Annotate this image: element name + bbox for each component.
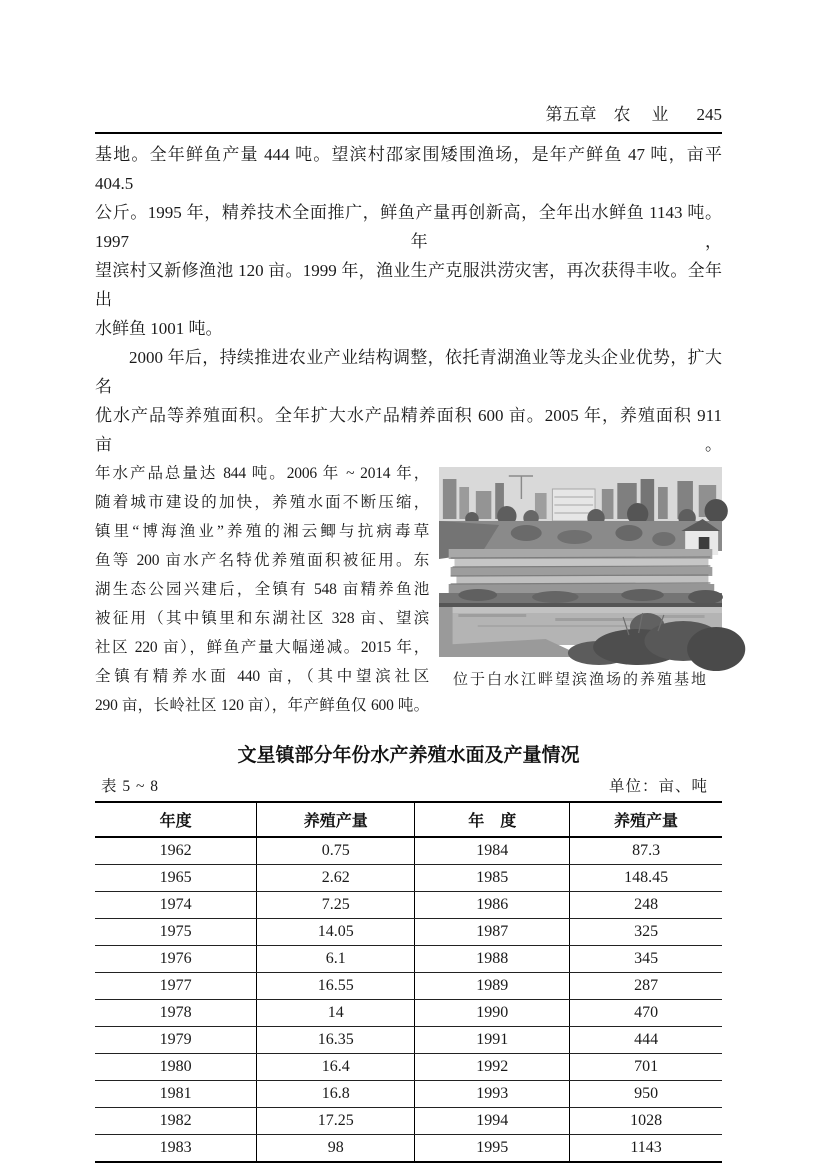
page-number: 245: [696, 105, 722, 124]
figure: [439, 467, 722, 689]
paragraph-structure-adjustment: [95, 343, 722, 459]
aquaculture-output-table: [95, 801, 722, 1163]
cell-year-left: 1974: [95, 892, 257, 919]
text-line: 年水产品总量达 844 吨。2006 年 ~ 2014 年，: [95, 465, 429, 482]
left-text-column: [95, 459, 429, 720]
cell-year-left: 1962: [95, 837, 257, 865]
table-row: [95, 837, 722, 865]
cell-year-left: 1978: [95, 1000, 257, 1027]
cell-year-left: 1965: [95, 865, 257, 892]
cell-year-right: 1984: [415, 837, 570, 865]
table-row: [95, 865, 722, 892]
table-title: 文星镇部分年份水产养殖水面及产量情况: [237, 745, 580, 766]
cell-output-right: 470: [570, 1000, 722, 1027]
cell-year-right: 1985: [415, 865, 570, 892]
table-row: [95, 946, 722, 973]
text-line: 全镇有精养水面 440 亩，（其中望滨社区: [95, 668, 429, 685]
cell-year-left: 1980: [95, 1054, 257, 1081]
table-meta-row: [95, 776, 722, 797]
table-row: [95, 1000, 722, 1027]
table-row: [95, 973, 722, 1000]
text-line: 鱼等 200 亩水产名特优养殖面积被征用。东: [95, 552, 429, 569]
cell-year-left: 1981: [95, 1081, 257, 1108]
cell-year-right: 1986: [415, 892, 570, 919]
cell-output-left: 98: [257, 1135, 415, 1163]
cell-output-right: 87.3: [570, 837, 722, 865]
cell-output-left: 16.4: [257, 1054, 415, 1081]
text-line: 优水产品等养殖面积。全年扩大水产品精养面积 600 亩。2005 年，养殖面积 911 亩。: [95, 406, 722, 454]
text-line: 被征用（其中镇里和东湖社区 328 亩、望滨: [95, 610, 429, 627]
text-line: 镇里“博海渔业”养殖的湘云鲫与抗病毒草: [95, 523, 429, 540]
cell-year-right: 1992: [415, 1054, 570, 1081]
cell-year-right: 1993: [415, 1081, 570, 1108]
cell-year-left: 1976: [95, 946, 257, 973]
cell-output-left: 16.8: [257, 1081, 415, 1108]
cell-output-right: 345: [570, 946, 722, 973]
running-head: [95, 104, 722, 125]
table-number-label: 表 5 ~ 8: [101, 778, 160, 795]
cell-output-left: 2.62: [257, 865, 415, 892]
table-header: [95, 802, 722, 837]
column-header: 年 度: [415, 802, 570, 837]
cell-output-left: 17.25: [257, 1108, 415, 1135]
cell-output-left: 16.35: [257, 1027, 415, 1054]
figure-caption: 位于白水江畔望滨渔场的养殖基地: [452, 672, 708, 688]
cell-output-left: 6.1: [257, 946, 415, 973]
cell-year-right: 1988: [415, 946, 570, 973]
cell-year-right: 1987: [415, 919, 570, 946]
text-line: 社区 220 亩），鲜鱼产量大幅递减。2015 年，: [95, 639, 429, 656]
cell-output-right: 1028: [570, 1108, 722, 1135]
table-header-row: [95, 802, 722, 837]
cell-year-left: 1977: [95, 973, 257, 1000]
cell-year-right: 1991: [415, 1027, 570, 1054]
cell-output-left: 7.25: [257, 892, 415, 919]
text-line: 290 亩，长岭社区 120 亩），年产鲜鱼仅 600 吨。: [95, 697, 429, 714]
table-row: [95, 1108, 722, 1135]
text-line: 湖生态公园兴建后，全镇有 548 亩精养鱼池: [95, 581, 429, 598]
cell-output-left: 0.75: [257, 837, 415, 865]
text-and-photo-section: [95, 459, 722, 720]
cell-output-left: 14.05: [257, 919, 415, 946]
cell-output-right: 325: [570, 919, 722, 946]
cell-output-right: 1143: [570, 1135, 722, 1163]
cell-output-right: 701: [570, 1054, 722, 1081]
text-line: 公斤。1995 年，精养技术全面推广，鲜鱼产量再创新高，全年出水鲜鱼 1143 吨。1997 年，: [95, 203, 722, 251]
cell-output-right: 287: [570, 973, 722, 1000]
text-line: 望滨村又新修渔池 120 亩。1999 年，渔业生产克服洪涝灾害，再次获得丰收。全年出: [95, 261, 722, 309]
table-row: [95, 1027, 722, 1054]
paragraph-fishery-history: [95, 140, 722, 343]
table-row: [95, 1054, 722, 1081]
table-row: [95, 919, 722, 946]
cell-year-right: 1989: [415, 973, 570, 1000]
table-row: [95, 1081, 722, 1108]
fish-farm-photo: [439, 467, 722, 657]
header-rule: [95, 132, 722, 134]
section-label: 农 业: [613, 105, 671, 124]
table-row: [95, 892, 722, 919]
table-row: [95, 1135, 722, 1163]
text-line: 水鲜鱼 1001 吨。: [95, 319, 223, 338]
cell-year-right: 1995: [415, 1135, 570, 1163]
cell-output-right: 950: [570, 1081, 722, 1108]
cell-year-left: 1982: [95, 1108, 257, 1135]
cell-output-right: 248: [570, 892, 722, 919]
chapter-label: 第五章: [545, 105, 597, 124]
cell-year-left: 1979: [95, 1027, 257, 1054]
column-header: 养殖产量: [257, 802, 415, 837]
cell-year-right: 1990: [415, 1000, 570, 1027]
paragraph-1-lines: [95, 140, 722, 314]
text-line: 2000 年后，持续推进农业产业结构调整，依托青湖渔业等龙头企业优势，扩大名: [95, 348, 722, 396]
column-header: 养殖产量: [570, 802, 722, 837]
cell-year-left: 1983: [95, 1135, 257, 1163]
cell-output-right: 148.45: [570, 865, 722, 892]
cell-year-right: 1994: [415, 1108, 570, 1135]
table-unit-label: 单位：亩、吨: [608, 778, 708, 795]
cell-output-left: 16.55: [257, 973, 415, 1000]
cell-year-left: 1975: [95, 919, 257, 946]
table-body: [95, 837, 722, 1162]
cell-output-right: 444: [570, 1027, 722, 1054]
text-line: 基地。全年鲜鱼产量 444 吨。望滨村邵家围矮围渔场，是年产鲜鱼 47 吨，亩平 404.5: [95, 145, 722, 193]
text-line: 随着城市建设的加快，养殖水面不断压缩，: [95, 494, 429, 511]
cell-output-left: 14: [257, 1000, 415, 1027]
column-header: 年度: [95, 802, 257, 837]
